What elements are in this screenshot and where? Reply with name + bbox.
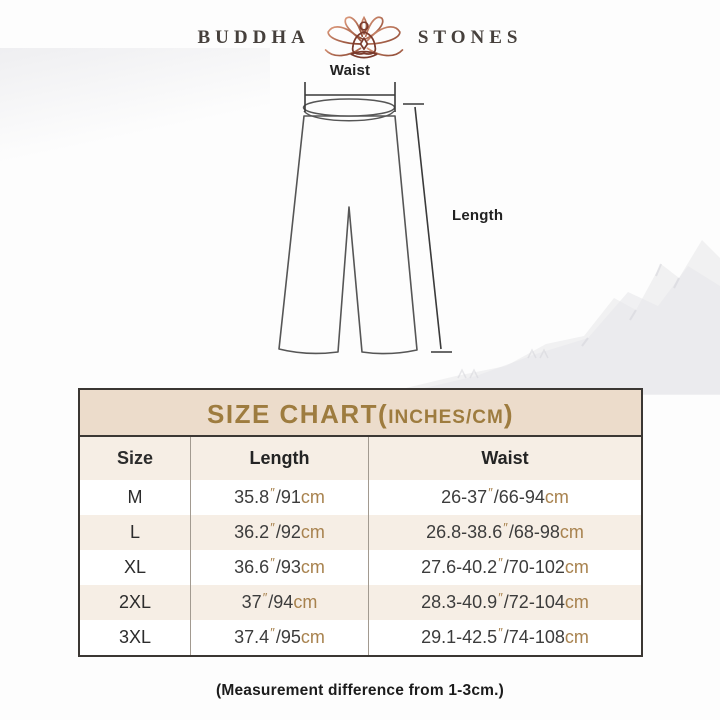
table-row [80, 620, 641, 655]
inches-value: 36.2 [234, 522, 270, 542]
table-body [80, 480, 641, 655]
cm-unit: cm [559, 522, 584, 542]
waist-measurement-label: Waist [329, 62, 371, 79]
length-cell [190, 550, 368, 585]
length-measurement-label: Length [452, 207, 504, 224]
lotus-meditation-icon [323, 10, 405, 66]
brand-name-left: BUDDHA [197, 27, 310, 48]
mountain-watercolor-background [378, 224, 720, 396]
inch-mark: ″ [498, 625, 503, 640]
waist-cell [368, 585, 641, 620]
cm-value: /68-98 [508, 522, 560, 542]
inch-mark: ″ [270, 520, 275, 535]
inch-mark: ″ [270, 555, 275, 570]
cm-value: /72-104 [503, 592, 565, 612]
length-measure-line [415, 107, 441, 349]
inch-mark: ″ [270, 485, 275, 500]
size-cell: M [127, 487, 143, 507]
length-cell [190, 620, 368, 655]
cm-unit: cm [544, 487, 569, 507]
brand-logo [0, 10, 720, 66]
cm-value: /70-102 [503, 557, 565, 577]
inch-mark: ″ [503, 520, 508, 535]
inch-mark: ″ [488, 485, 493, 500]
inch-mark: ″ [498, 555, 503, 570]
length-cell [190, 480, 368, 515]
waist-cell [368, 480, 641, 515]
size-chart-table [78, 388, 643, 657]
inch-mark: ″ [498, 590, 503, 605]
cm-unit: cm [564, 592, 589, 612]
cm-value: /94 [268, 592, 294, 612]
waistband-bottom-edge [304, 111, 394, 121]
table-header-row [80, 437, 641, 480]
cm-value: /92 [275, 522, 301, 542]
waist-cell [368, 550, 641, 585]
table-row [80, 550, 641, 585]
cm-unit: cm [564, 627, 589, 647]
cm-unit: cm [293, 592, 318, 612]
waistband-ellipse [304, 99, 395, 116]
inches-value: 37.4 [234, 627, 270, 647]
size-chart-title-main: SIZE CHART( [207, 399, 389, 429]
column-header-waist: Waist [368, 437, 641, 480]
cm-unit: cm [300, 522, 325, 542]
inches-value: 28.3-40.9 [421, 592, 498, 612]
table-row [80, 480, 641, 515]
cm-unit: cm [300, 627, 325, 647]
length-cell [190, 515, 368, 550]
measurement-note: (Measurement difference from 1-3cm.) [215, 682, 504, 699]
inch-mark: ″ [262, 590, 268, 605]
inches-value: 29.1-42.5 [421, 627, 498, 647]
cm-value: /93 [275, 557, 301, 577]
inches-value: 35.8 [234, 487, 270, 507]
inches-value: 26.8-38.6 [426, 522, 503, 542]
table-row [80, 585, 641, 620]
size-cell: 2XL [118, 592, 152, 612]
cm-unit: cm [300, 557, 325, 577]
cm-value: /91 [275, 487, 301, 507]
cm-value: /74-108 [503, 627, 565, 647]
table-row [80, 515, 641, 550]
inches-value: 37 [241, 592, 262, 612]
size-chart-title-close: ) [503, 399, 514, 429]
size-chart-title-units: INCHES/CM [388, 407, 504, 428]
background-wash [0, 48, 270, 178]
inch-mark: ″ [270, 625, 275, 640]
size-cell: XL [123, 557, 147, 577]
inches-value: 26-37 [441, 487, 488, 507]
inches-value: 27.6-40.2 [421, 557, 498, 577]
cm-unit: cm [300, 487, 325, 507]
size-chart-title [80, 390, 641, 437]
length-cell [190, 585, 368, 620]
size-cell: 3XL [118, 627, 152, 647]
pants-outline [279, 116, 417, 354]
inches-value: 36.6 [234, 557, 270, 577]
column-header-length: Length [190, 437, 368, 480]
cm-unit: cm [564, 557, 589, 577]
waist-cell [368, 515, 641, 550]
size-cell: L [129, 522, 140, 542]
brand-name-right: STONES [417, 27, 523, 48]
cm-value: /66-94 [493, 487, 545, 507]
cm-value: /95 [275, 627, 301, 647]
waist-cell [368, 620, 641, 655]
column-header-size: Size [116, 448, 154, 468]
measurement-lines [305, 82, 452, 352]
